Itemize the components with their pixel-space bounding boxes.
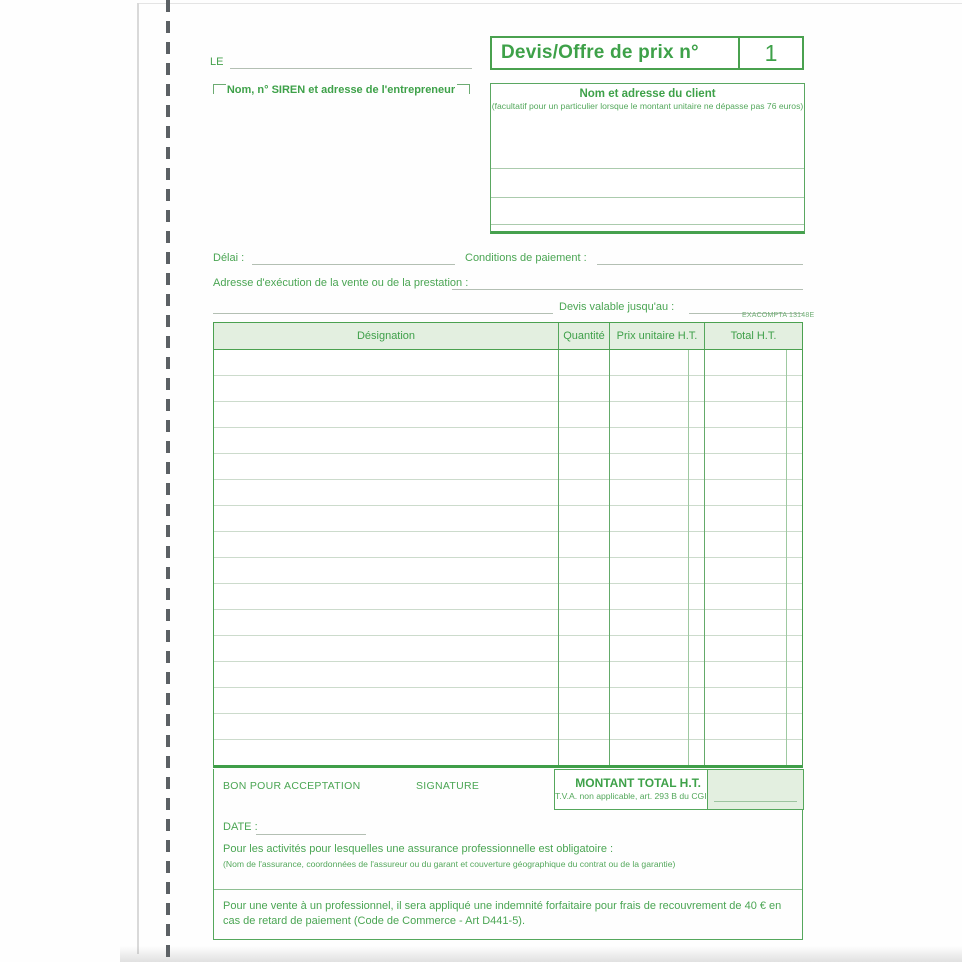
valid-until-label: Devis valable jusqu'au : [559, 301, 675, 313]
column-divider [558, 350, 559, 765]
cents-divider [786, 350, 787, 765]
total-label-cell [555, 770, 707, 809]
footer-box [213, 769, 803, 940]
perforation-dashed-line [166, 0, 170, 962]
column-divider [609, 350, 610, 765]
writing-line [213, 313, 553, 314]
client-box-subtitle: (facultatif pour un particulier lorsque le montant unitaire ne dépasse pas 76 euros) [491, 101, 804, 111]
page-left-edge [137, 3, 139, 954]
table-row [214, 376, 802, 402]
tva-note: T.V.A. non applicable, art. 293 B du CGI [555, 791, 707, 801]
signature-label: SIGNATURE [416, 780, 480, 792]
acceptation-label: BON POUR ACCEPTATION [223, 780, 361, 792]
form-number: 1 [738, 38, 802, 68]
table-row [214, 584, 802, 610]
writing-line [491, 224, 804, 225]
column-header-designation: Désignation [356, 330, 416, 342]
column-header-quantite: Quantité [558, 323, 609, 349]
title-box [490, 36, 804, 70]
insurance-notice: Pour les activités pour lesquelles une assurance professionnelle est obligatoire : [223, 843, 614, 855]
table-header-row [214, 323, 802, 350]
table-body [214, 350, 802, 765]
writing-line [256, 834, 366, 835]
table-row [214, 506, 802, 532]
writing-line [714, 801, 797, 802]
writing-line [452, 289, 803, 290]
table-row [214, 454, 802, 480]
entrepreneur-label: Nom, n° SIREN et adresse de l'entrepreneur [226, 84, 456, 96]
le-label: LE [210, 56, 224, 68]
page-top-edge [137, 3, 962, 4]
table-row [214, 532, 802, 558]
column-divider [704, 350, 705, 765]
table-row [214, 480, 802, 506]
table-row [214, 636, 802, 662]
insurance-notice-detail: (Nom de l'assurance, coordonnées de l'assureur ou du garant et couverture géographique du contrat ou de la garantie) [223, 859, 676, 869]
client-box [490, 83, 805, 234]
items-table [213, 322, 803, 768]
total-label: MONTANT TOTAL H.T. [575, 776, 701, 790]
late-fee-notice: Pour une vente à un professionnel, il sera appliqué une indemnité forfaitaire pour frais de recouvrement de 40 € en cas de retard de paiement (Code de Commerce - Art D441-5). [223, 900, 782, 927]
date-label: DATE : [223, 821, 258, 833]
writing-line [230, 68, 472, 69]
table-row [214, 662, 802, 688]
table-row [214, 558, 802, 584]
writing-line [597, 264, 803, 265]
footer-divider [214, 889, 802, 890]
bracket-right-mark [457, 84, 470, 94]
table-row [214, 402, 802, 428]
brand-reference: EXACOMPTA 13148E [742, 312, 815, 319]
table-row [214, 714, 802, 740]
page-bottom-shadow [120, 946, 962, 962]
table-row [214, 350, 802, 376]
writing-line [252, 264, 455, 265]
table-row [214, 740, 802, 765]
form-title: Devis/Offre de prix n° [501, 42, 699, 63]
writing-line [491, 197, 804, 198]
total-amount-cell [707, 770, 803, 809]
table-row [214, 688, 802, 714]
table-row [214, 428, 802, 454]
column-header-prix-unitaire: Prix unitaire H.T. [609, 323, 704, 349]
execution-address-label: Adresse d'exécution de la vente ou de la prestation : [213, 277, 469, 289]
column-header-total: Total H.T. [704, 323, 802, 349]
payment-label: Conditions de paiement : [465, 252, 587, 264]
client-box-title: Nom et adresse du client [579, 88, 716, 100]
writing-line [491, 168, 804, 169]
total-amount-box [554, 769, 804, 810]
delai-label: Délai : [213, 252, 245, 264]
cents-divider [688, 350, 689, 765]
date-le-row [210, 56, 472, 72]
table-row [214, 610, 802, 636]
